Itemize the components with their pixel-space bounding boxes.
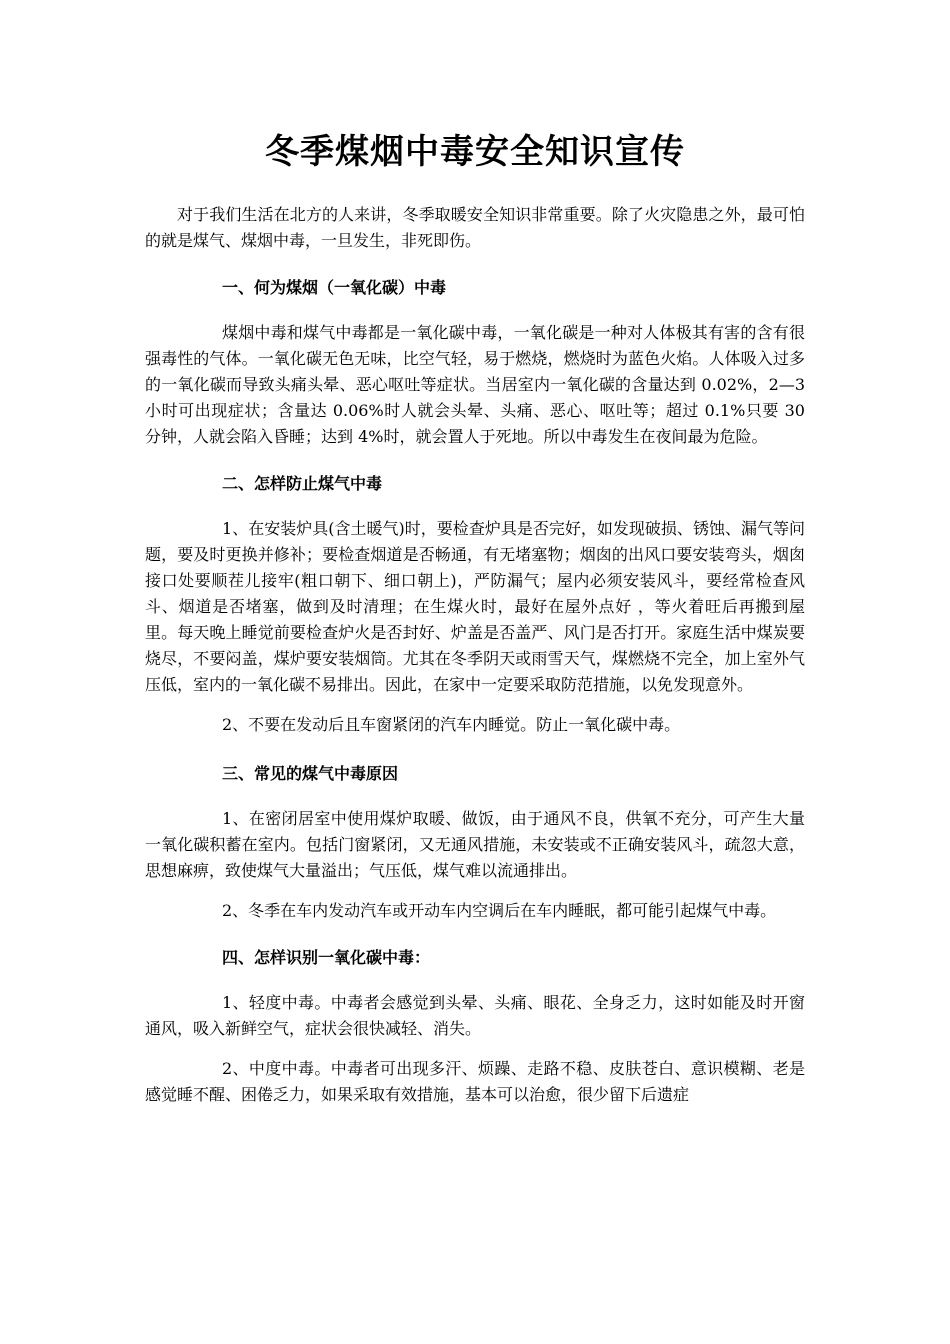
section-heading-1: 一、何为煤烟（一氧化碳）中毒 xyxy=(222,278,447,297)
document-title: 冬季煤烟中毒安全知识宣传 xyxy=(265,132,685,172)
section-4-paragraph-1: 1、轻度中毒。中毒者会感觉到头晕、头痛、眼花、全身乏力，这时如能及时开窗通风，吸入新鲜空气，症状会很快减轻、消失。 xyxy=(145,993,805,1038)
section-2-paragraph-2: 2、不要在发动后且车窗紧闭的汽车内睡觉。防止一氧化碳中毒。 xyxy=(222,715,681,734)
section-1-paragraph-1: 煤烟中毒和煤气中毒都是一氧化碳中毒，一氧化碳是一种对人体极其有害的含有很强毒性的气体。一氧化碳无色无味，比空气轻，易于燃烧，燃烧时为蓝色火焰。人体吸入过多的一氧化碳而导致头痛头晕、恶心呕吐等症状。当居室内一氧化碳的含量达到 0.02%，2—3 小时可出现症状；含量达 0.06%时人就会头晕、头痛、恶心、呕吐等；超过 0.1%只要 30 分钟，人就会陷入昏睡；达到 4%时，就会置人于死地。所以中毒发生在夜间最为危险。 xyxy=(145,323,805,446)
intro-paragraph: 对于我们生活在北方的人来讲，冬季取暖安全知识非常重要。除了火灾隐患之外，最可怕的就是煤气、煤烟中毒，一旦发生，非死即伤。 xyxy=(145,205,805,250)
section-3-paragraph-2: 2、冬季在车内发动汽车或开动车内空调后在车内睡眠，都可能引起煤气中毒。 xyxy=(222,901,777,920)
section-3-paragraph-1: 1、在密闭居室中使用煤炉取暖、做饭，由于通风不良，供氧不充分，可产生大量一氧化碳积蓄在室内。包括门窗紧闭，又无通风措施，未安装或不正确安装风斗，疏忽大意，思想麻痹，致使煤气大量溢出；气压低，煤气难以流通排出。 xyxy=(145,809,805,880)
section-4-paragraph-2: 2、中度中毒。中毒者可出现多汗、烦躁、走路不稳、皮肤苍白、意识模糊、老是感觉睡不醒、困倦乏力，如果采取有效措施，基本可以治愈，很少留下后遗症 xyxy=(145,1059,805,1104)
section-heading-4: 四、怎样识别一氧化碳中毒： xyxy=(222,948,431,967)
document-body xyxy=(145,130,805,1122)
section-2-paragraph-1: 1、在安装炉具(含土暖气)时，要检查炉具是否完好，如发现破损、锈蚀、漏气等问题，要及时更换并修补；要检查烟道是否畅通，有无堵塞物；烟囱的出风口要安装弯头，烟囱接口处要顺茬儿接牢(粗口朝下、细口朝上)，严防漏气；屋内必须安装风斗，要经常检查风斗、烟道是否堵塞，做到及时清理；在生煤火时，最好在屋外点好 ，等火着旺后再搬到屋里。每天晚上睡觉前要检查炉火是否封好、炉盖是否盖严、风门是否打开。家庭生活中煤炭要烧尽，不要闷盖，煤炉要安装烟筒。尤其在冬季阴天或雨雪天气，煤燃烧不完全，加上室外气压低，室内的一氧化碳不易排出。因此，在家中一定要采取防范措施，以免发现意外。 xyxy=(145,519,805,694)
section-heading-3: 三、常见的煤气中毒原因 xyxy=(222,764,399,783)
section-heading-2: 二、怎样防止煤气中毒 xyxy=(222,474,383,493)
